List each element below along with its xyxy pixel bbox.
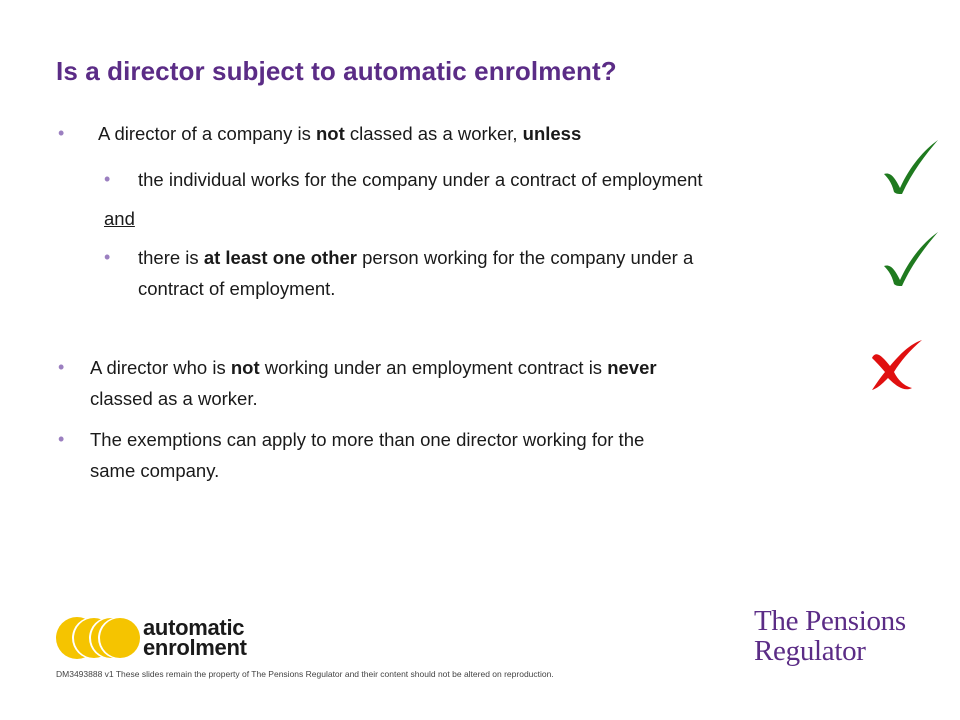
bullet-text-line2: classed as a worker. <box>90 388 258 409</box>
cross-icon <box>868 338 926 392</box>
bullet-text-line1 <box>90 352 657 383</box>
sub-bullet-text: the individual works for the company under a contract of employment <box>138 169 703 190</box>
sub-bullet-text-line2: contract of employment. <box>138 278 336 299</box>
logo-line1: automatic <box>143 615 245 640</box>
bullet-text <box>98 118 581 149</box>
text-segment: there is <box>138 247 204 268</box>
automatic-enrolment-logo-text <box>143 615 247 660</box>
bullet-dot: • <box>58 429 65 449</box>
text-segment: person working for the company under a <box>357 247 694 268</box>
text-segment: classed as a worker, <box>344 123 523 144</box>
bullet-dot: • <box>104 247 111 267</box>
automatic-enrolment-logo-icon <box>55 615 141 661</box>
bold-unless: unless <box>522 123 582 144</box>
bullet-text-line1: The exemptions can apply to more than one director working for the <box>90 429 645 450</box>
bullet-dot: • <box>104 169 111 189</box>
pensions-regulator-logo <box>754 606 906 666</box>
text-segment: working under an employment contract is <box>259 357 608 378</box>
bold-not: not <box>316 123 345 144</box>
brand-line1: The Pensions <box>754 605 906 637</box>
sub-bullet-text-line1 <box>138 242 693 273</box>
and-connector: and <box>104 208 135 229</box>
bold-never: never <box>607 357 657 378</box>
text-segment: A director who is <box>90 357 231 378</box>
bullet-text-line2: same company. <box>90 460 220 481</box>
bullet-dot: • <box>58 357 65 377</box>
check-icon <box>880 138 942 198</box>
text-segment: A director of a company is <box>98 123 316 144</box>
bold-not: not <box>230 357 260 378</box>
bullet-dot: • <box>58 123 65 143</box>
logo-line2: enrolment <box>143 635 247 660</box>
check-icon <box>880 230 942 290</box>
brand-line2: Regulator <box>754 635 866 667</box>
page-title: Is a director subject to automatic enrolment? <box>56 56 617 86</box>
bold-at-least-one-other: at least one other <box>203 247 357 268</box>
footer-note: DM3493888 v1 These slides remain the property of The Pensions Regulator and their content should not be altered on reproduction. <box>56 669 554 679</box>
